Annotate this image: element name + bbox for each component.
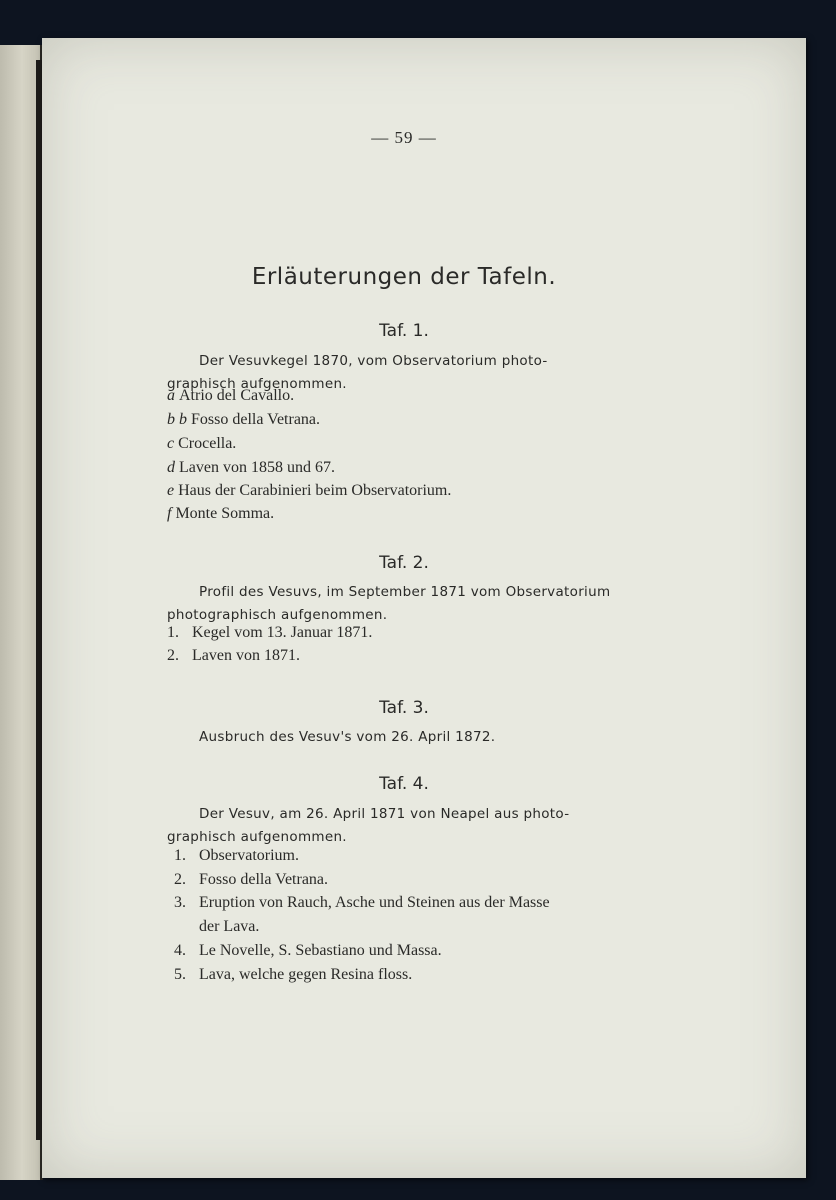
item-key: f — [167, 505, 172, 522]
plate-4-heading: Taf. 4. — [379, 774, 429, 794]
plate-2-heading: Taf. 2. — [379, 553, 429, 573]
item-text: Eruption von Rauch, Asche und Steinen aus der Masse — [199, 894, 550, 911]
plate-3-heading: Taf. 3. — [379, 698, 429, 718]
caption-line: graphisch aufgenommen. — [167, 829, 347, 845]
item-text: Crocella. — [178, 435, 237, 452]
plate-4-item — [174, 963, 652, 987]
item-text: Laven von 1871. — [192, 647, 300, 664]
page-title: Erläuterungen der Tafeln. — [251, 264, 557, 290]
item-number: 1. — [167, 624, 179, 641]
plate-3-caption — [167, 726, 652, 749]
item-text: Atrio del Cavallo. — [179, 387, 295, 404]
item-text: Fosso della Vetrana. — [191, 411, 321, 428]
item-text: Laven von 1858 und 67. — [179, 459, 335, 476]
caption-line: photographisch aufgenommen. — [167, 607, 388, 623]
item-key: d — [167, 459, 175, 476]
item-text: Haus der Carabinieri beim Observatorium. — [178, 482, 452, 499]
plate-4-item — [174, 891, 652, 939]
plate-4-item — [174, 844, 652, 868]
item-key: b b — [167, 411, 187, 428]
item-text: Lava, welche gegen Resina floss. — [199, 966, 413, 983]
plate-4-item — [174, 939, 652, 963]
item-text: Fosso della Vetrana. — [199, 871, 329, 888]
item-text: Le Novelle, S. Sebastiano und Massa. — [199, 942, 442, 959]
plate-1-heading: Taf. 1. — [379, 321, 429, 341]
plate-1-item — [167, 411, 320, 429]
plate-4-item — [174, 868, 652, 892]
plate-1-item — [167, 505, 274, 523]
item-text-continued: der Lava. — [199, 918, 260, 935]
page-number: — 59 — — [371, 128, 437, 147]
caption-line: Profil des Vesuvs, im September 1871 vom Observatorium — [199, 584, 611, 600]
item-text: Monte Somma. — [175, 505, 275, 522]
plate-1-item — [167, 387, 294, 405]
plate-1-item — [167, 459, 335, 477]
caption-line: Der Vesuvkegel 1870, vom Observatorium photo- — [199, 353, 548, 369]
item-number: 2. — [167, 647, 179, 664]
plate-2-item — [167, 644, 652, 668]
plate-1-item — [167, 482, 451, 500]
item-key: a — [167, 387, 175, 404]
item-text: Observatorium. — [199, 847, 299, 864]
book-page — [42, 38, 806, 1178]
item-key: e — [167, 482, 175, 499]
plate-4-caption — [167, 803, 652, 849]
plate-2-item — [167, 621, 652, 645]
item-number: 1. — [174, 847, 186, 864]
item-text: Kegel vom 13. Januar 1871. — [192, 624, 373, 641]
item-number: 3. — [174, 894, 186, 911]
caption-line: graphisch aufgenommen. — [167, 376, 347, 392]
item-number: 2. — [174, 871, 186, 888]
caption-line: Ausbruch des Vesuv's vom 26. April 1872. — [199, 729, 496, 745]
caption-line: Der Vesuv, am 26. April 1871 von Neapel aus photo- — [199, 806, 570, 822]
item-key: c — [167, 435, 175, 452]
plate-1-item — [167, 435, 236, 453]
item-number: 5. — [174, 966, 186, 983]
item-number: 4. — [174, 942, 186, 959]
